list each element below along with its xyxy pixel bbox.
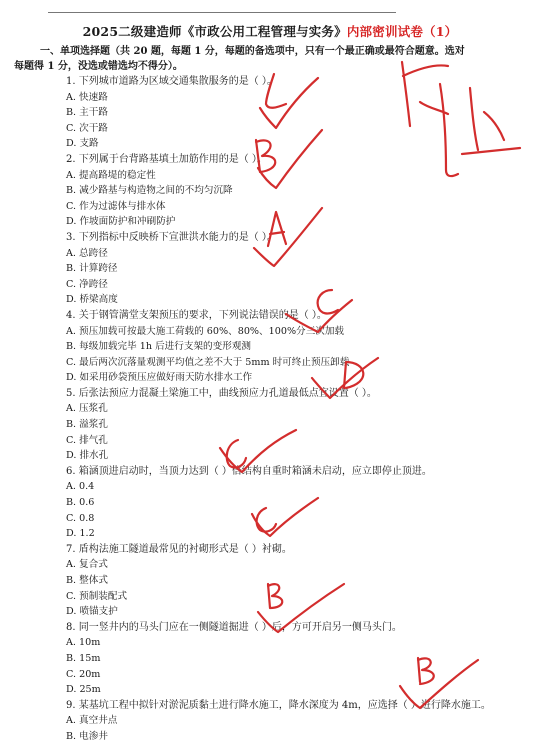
q2-option-d: D. 作坡面防护和冲刷防护 — [66, 216, 176, 228]
header-rule — [48, 12, 396, 13]
q1-option-a: A. 快速路 — [66, 91, 108, 103]
q2-option-a: A. 提高路堤的稳定性 — [66, 169, 156, 181]
q4-option-d: D. 如采用砂袋预压应做好雨天防水排水工作 — [66, 372, 253, 384]
paper-title — [0, 22, 540, 40]
q7-option-b: B. 整体式 — [66, 575, 108, 586]
section-line-2: 每题得 1 分，没选或错选均不得分）。 — [14, 61, 183, 72]
q7-stem: 7. 盾构法施工隧道最常见的衬砌形式是（ ）衬砌。 — [66, 543, 292, 555]
q5-option-a: A. 压浆孔 — [66, 403, 108, 415]
q5-option-b: B. 溢浆孔 — [66, 419, 108, 431]
q8-stem: 8. 同一竖井内的马头门应在一侧隧道掘进（ ）后，方可开启另一侧马头门。 — [66, 621, 402, 633]
q3-option-b: B. 计算跨径 — [66, 263, 118, 275]
q1-option-d: D. 支路 — [66, 138, 99, 150]
q4-option-b: B. 每级加载完毕 1h 后进行支架的变形观测 — [66, 341, 252, 353]
q5-stem: 5. 后张法预应力混凝土梁施工中，曲线预应力孔道最低点宜设置（ ）。 — [66, 387, 377, 399]
q6-stem: 6. 箱涵顶进启动时，当顶力达到（ ）倍结构自重时箱涵未启动，应立即停止顶进。 — [66, 465, 432, 477]
section-line-1: 一、单项选择题（共 20 题，每题 1 分，每题的备选项中，只有一个最正确或最符合题意。选对 — [40, 46, 465, 57]
q4-option-a: A. 预压加载可按最大施工荷载的 60%、80%、100%分三次加载 — [66, 325, 345, 337]
q6-option-a: A. 0.4 — [66, 481, 95, 493]
q3-option-c: C. 净跨径 — [66, 278, 108, 290]
section-heading — [14, 44, 510, 74]
question-list — [66, 74, 516, 745]
title-main: 2025二级建造师《市政公用工程管理与实务》 — [82, 24, 347, 39]
q4-option-c: C. 最后两次沉落量观测平均值之差不大于 5mm 时可终止预压卸载 — [66, 356, 350, 368]
q5-option-c: C. 排气孔 — [66, 434, 108, 446]
q7-option-a: A. 复合式 — [66, 559, 108, 571]
q6-option-b: B. 0.6 — [66, 497, 95, 509]
q6-option-c: C. 0.8 — [66, 512, 95, 524]
q3-option-a: A. 总跨径 — [66, 247, 108, 259]
q8-option-a: A. 10m — [66, 637, 101, 649]
q6-option-d: D. 1.2 — [66, 528, 95, 540]
q9-option-b: B. 电渗井 — [66, 730, 108, 742]
q7-option-d: D. 喷锚支护 — [66, 606, 118, 618]
q1-option-b: B. 主干路 — [66, 107, 108, 119]
q4-stem: 4. 关于钢管满堂支架预压的要求，下列说法错误的是（ ）。 — [66, 309, 327, 321]
q2-option-c: C. 作为过滤体与排水体 — [66, 200, 166, 212]
title-tag: 内部密训试卷（1） — [346, 24, 458, 39]
q2-option-b: B. 减少路基与构造物之间的不均匀沉降 — [66, 185, 233, 197]
q7-option-c: C. 预制装配式 — [66, 590, 128, 602]
q3-option-d: D. 桥梁高度 — [66, 294, 118, 306]
q9-option-a: A. 真空井点 — [66, 715, 118, 727]
q8-option-b: B. 15m — [66, 652, 101, 664]
q1-option-c: C. 次干路 — [66, 122, 108, 134]
q5-option-d: D. 排水孔 — [66, 450, 109, 462]
q9-stem: 9. 某基坑工程中拟针对淤泥质黏土进行降水施工，降水深度为 4m，应选择（ ）进行降水施工。 — [66, 699, 491, 711]
q1-stem: 1. 下列城市道路为区域交通集散服务的是（ ）。 — [66, 76, 277, 87]
q8-option-d: D. 25m — [66, 684, 101, 696]
q8-option-c: C. 20m — [66, 668, 101, 680]
q3-stem: 3. 下列指标中反映桥下宣泄洪水能力的是（ ）。 — [66, 231, 277, 243]
q2-stem: 2. 下列属于台背路基填土加筋作用的是（ ）。 — [66, 153, 267, 165]
